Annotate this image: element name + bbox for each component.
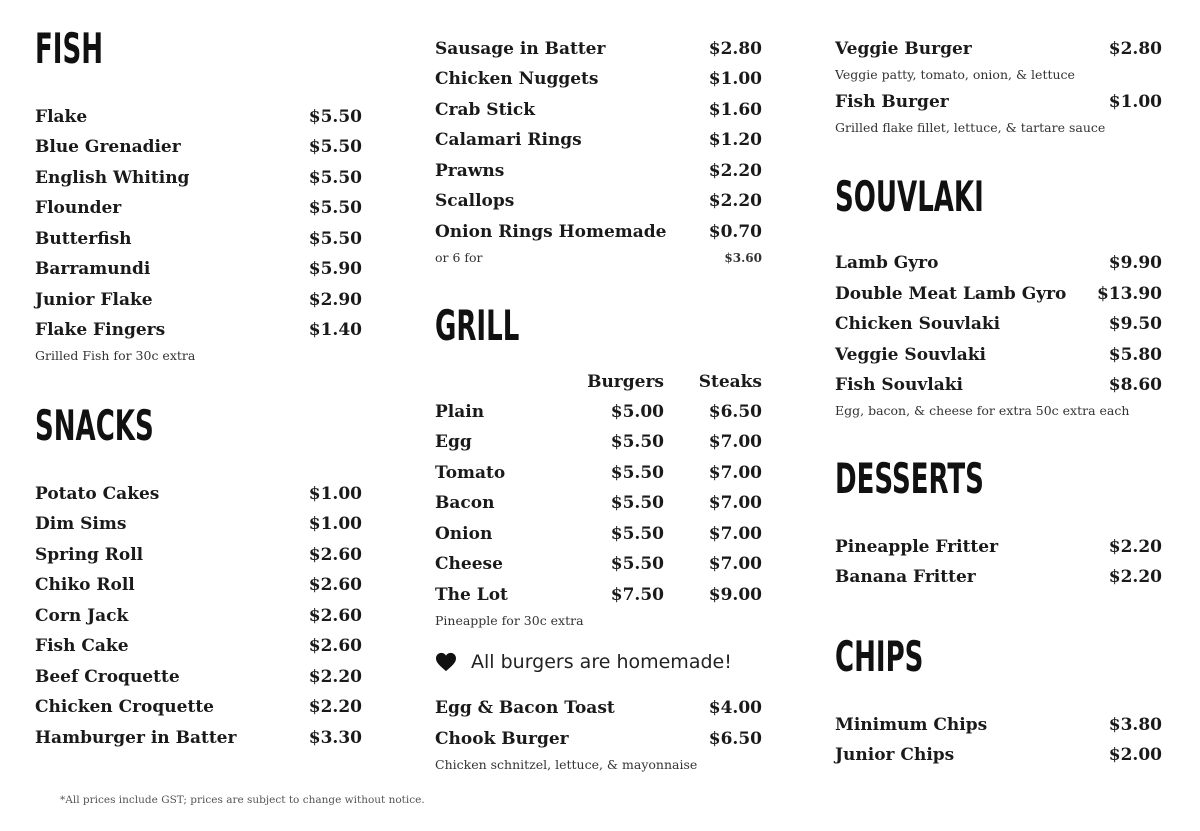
menu-item <box>35 486 362 503</box>
item-price: $4.00 <box>708 698 762 718</box>
burgers-column-header: Burgers <box>587 372 664 392</box>
menu-item <box>435 41 762 58</box>
item-name: Double Meat Lamb Gyro <box>835 284 1067 304</box>
item-price: $5.90 <box>308 259 362 279</box>
snacks-heading: SNACKS <box>35 401 154 450</box>
item-name: Flounder <box>35 198 122 218</box>
souvlaki-note: Egg, bacon, & cheese for extra 50c extra each <box>835 403 1130 418</box>
menu-item <box>35 577 362 594</box>
item-name: Veggie Souvlaki <box>835 345 986 365</box>
item-price: $5.50 <box>308 168 362 188</box>
item-description: Grilled flake fillet, lettuce, & tartare sauce <box>835 120 1106 135</box>
steak-price: $6.50 <box>708 402 762 422</box>
menu-item <box>35 170 362 187</box>
burger-price: $5.50 <box>610 554 664 574</box>
item-price: $1.20 <box>708 130 762 150</box>
item-price: $13.90 <box>1096 284 1162 304</box>
menu-item <box>435 224 762 241</box>
item-price: $1.00 <box>308 514 362 534</box>
item-price: $9.50 <box>1108 314 1162 334</box>
item-price: $2.20 <box>708 161 762 181</box>
steaks-column-header: Steaks <box>698 372 762 392</box>
item-name: Potato Cakes <box>35 484 160 504</box>
item-name: Fish Burger <box>835 92 949 112</box>
menu-item <box>435 132 762 149</box>
steak-price: $7.00 <box>708 524 762 544</box>
menu-item <box>35 200 362 217</box>
heart-icon <box>435 652 457 672</box>
menu-item <box>35 699 362 716</box>
item-name: Veggie Burger <box>835 39 972 59</box>
steak-price: $9.00 <box>708 585 762 605</box>
menu-item <box>435 102 762 119</box>
menu-item <box>435 71 762 88</box>
menu-item <box>35 322 362 339</box>
item-name: English Whiting <box>35 168 190 188</box>
item-price: $2.20 <box>308 667 362 687</box>
item-name: Onion Rings Homemade <box>435 222 667 242</box>
item-name: Chicken Croquette <box>35 697 214 717</box>
menu-item <box>835 41 1162 58</box>
souvlaki-heading: SOUVLAKI <box>835 172 984 221</box>
menu-item <box>35 139 362 156</box>
item-price: $2.00 <box>1108 745 1162 765</box>
item-name: Chicken Souvlaki <box>835 314 1001 334</box>
item-name: Butterfish <box>35 229 132 249</box>
burger-price: $5.50 <box>610 524 664 544</box>
item-price: $6.50 <box>708 729 762 749</box>
menu-item <box>835 377 1162 394</box>
menu-item <box>35 638 362 655</box>
item-price: $2.90 <box>308 290 362 310</box>
item-price: $2.60 <box>308 606 362 626</box>
fish-heading: FISH <box>35 24 104 73</box>
menu-item <box>835 747 1162 764</box>
item-price: $1.00 <box>708 69 762 89</box>
item-name: Fish Cake <box>35 636 129 656</box>
item-name: Corn Jack <box>35 606 129 626</box>
item-price: $2.60 <box>308 575 362 595</box>
menu-item <box>835 286 1162 303</box>
item-price: $5.50 <box>308 107 362 127</box>
burger-price: $5.50 <box>610 463 664 483</box>
menu-item <box>435 163 762 180</box>
item-name: Dim Sims <box>35 514 127 534</box>
item-name: Lamb Gyro <box>835 253 939 273</box>
item-name: Sausage in Batter <box>435 39 606 59</box>
item-price: $5.50 <box>308 229 362 249</box>
item-name: Fish Souvlaki <box>835 375 963 395</box>
item-name: Beef Croquette <box>35 667 180 687</box>
item-price: $5.50 <box>308 198 362 218</box>
item-name: Minimum Chips <box>835 715 988 735</box>
menu-item <box>835 717 1162 734</box>
item-name: Egg <box>435 432 472 452</box>
item-name: Cheese <box>435 554 503 574</box>
item-price: $3.30 <box>308 728 362 748</box>
chips-heading: CHIPS <box>835 632 924 681</box>
menu-item <box>835 569 1162 586</box>
item-name: Pineapple Fritter <box>835 537 999 557</box>
onion-rings-note-price: $3.60 <box>724 251 762 265</box>
menu-item <box>435 700 762 717</box>
menu-item <box>35 669 362 686</box>
menu-item <box>435 731 762 748</box>
burger-price: $7.50 <box>610 585 664 605</box>
item-price: $3.80 <box>1108 715 1162 735</box>
item-name: Tomato <box>435 463 506 483</box>
item-price: $2.60 <box>308 545 362 565</box>
burger-price: $5.50 <box>610 432 664 452</box>
item-price: $2.80 <box>708 39 762 59</box>
footer-disclaimer: *All prices include GST; prices are subject to change without notice. <box>60 794 425 806</box>
burger-price: $5.00 <box>610 402 664 422</box>
fish-note: Grilled Fish for 30c extra <box>35 348 196 363</box>
desserts-heading: DESSERTS <box>835 454 984 503</box>
menu-item <box>35 516 362 533</box>
item-name: Plain <box>435 402 485 422</box>
item-price: $1.00 <box>308 484 362 504</box>
menu-item <box>835 316 1162 333</box>
menu-item <box>435 193 762 210</box>
menu-item <box>835 255 1162 272</box>
item-name: Onion <box>435 524 493 544</box>
menu-item <box>35 292 362 309</box>
item-price: $2.20 <box>308 697 362 717</box>
item-price: $2.60 <box>308 636 362 656</box>
menu-item <box>35 109 362 126</box>
item-name: Flake <box>35 107 88 127</box>
steak-price: $7.00 <box>708 463 762 483</box>
item-name: Chook Burger <box>435 729 569 749</box>
onion-rings-note: or 6 for <box>435 250 483 265</box>
steak-price: $7.00 <box>708 432 762 452</box>
menu-item <box>35 730 362 747</box>
steak-price: $7.00 <box>708 493 762 513</box>
item-name: Junior Chips <box>835 745 955 765</box>
item-price: $1.00 <box>1108 92 1162 112</box>
menu-item <box>35 261 362 278</box>
item-name: Scallops <box>435 191 515 211</box>
chook-burger-note: Chicken schnitzel, lettuce, & mayonnaise <box>435 757 698 772</box>
item-price: $2.80 <box>1108 39 1162 59</box>
item-name: Junior Flake <box>35 290 153 310</box>
item-price: $9.90 <box>1108 253 1162 273</box>
item-price: $2.20 <box>708 191 762 211</box>
item-price: $1.60 <box>708 100 762 120</box>
item-name: Barramundi <box>35 259 151 279</box>
item-price: $5.50 <box>308 137 362 157</box>
item-name: Spring Roll <box>35 545 144 565</box>
item-name: Chiko Roll <box>35 575 135 595</box>
homemade-callout <box>435 651 732 673</box>
burger-price: $5.50 <box>610 493 664 513</box>
item-name: Hamburger in Batter <box>35 728 237 748</box>
menu-item <box>35 547 362 564</box>
steak-price: $7.00 <box>708 554 762 574</box>
item-name: Banana Fritter <box>835 567 976 587</box>
item-name: Prawns <box>435 161 505 181</box>
item-price: $2.20 <box>1108 567 1162 587</box>
menu-item <box>835 94 1162 111</box>
menu-item <box>35 231 362 248</box>
item-price: $0.70 <box>708 222 762 242</box>
item-price: $2.20 <box>1108 537 1162 557</box>
item-name: The Lot <box>435 585 508 605</box>
item-name: Calamari Rings <box>435 130 582 150</box>
item-price: $5.80 <box>1108 345 1162 365</box>
item-name: Blue Grenadier <box>35 137 181 157</box>
item-name: Egg & Bacon Toast <box>435 698 615 718</box>
grill-heading: GRILL <box>435 301 520 350</box>
homemade-text: All burgers are homemade! <box>471 651 732 673</box>
menu-item <box>835 347 1162 364</box>
grill-note: Pineapple for 30c extra <box>435 613 584 628</box>
item-name: Flake Fingers <box>35 320 166 340</box>
item-name: Crab Stick <box>435 100 536 120</box>
item-name: Chicken Nuggets <box>435 69 599 89</box>
item-description: Veggie patty, tomato, onion, & lettuce <box>835 67 1075 82</box>
item-price: $1.40 <box>308 320 362 340</box>
menu-item <box>835 539 1162 556</box>
item-price: $8.60 <box>1108 375 1162 395</box>
menu-item <box>35 608 362 625</box>
item-name: Bacon <box>435 493 495 513</box>
